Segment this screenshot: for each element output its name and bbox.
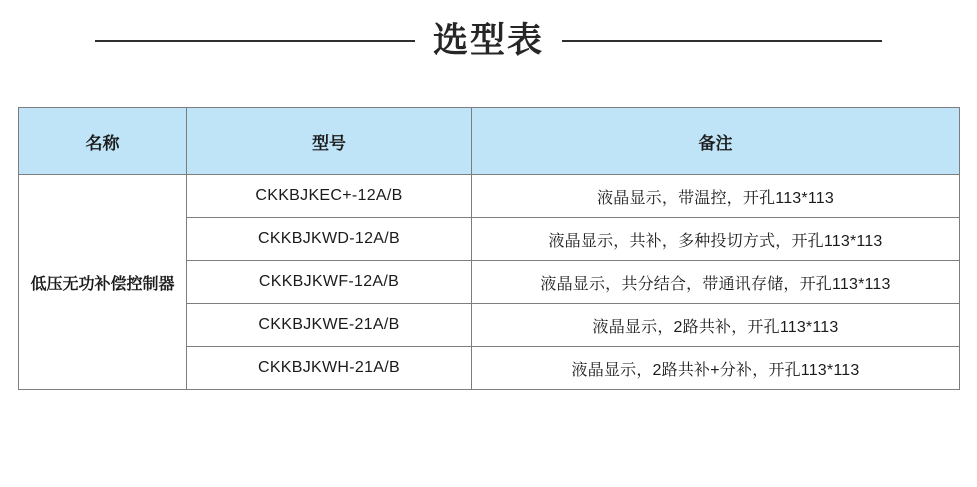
note-cell: 液晶显示，共分结合，带通讯存储，开孔113*113	[472, 261, 960, 304]
column-header-name: 名称	[19, 108, 187, 175]
table-header-row	[19, 108, 960, 175]
page-title: 选型表	[432, 21, 544, 60]
table-row	[19, 175, 960, 218]
table-head	[19, 108, 960, 175]
column-header-note: 备注	[472, 108, 960, 175]
title-rule-left	[95, 40, 415, 42]
spec-table	[18, 107, 960, 390]
model-cell: CKKBJKEC+-12A/B	[187, 175, 472, 218]
note-cell: 液晶显示，共补，多种投切方式，开孔113*113	[472, 218, 960, 261]
product-name-cell: 低压无功补偿控制器	[19, 175, 187, 390]
page-title-block	[0, 0, 977, 61]
table-body	[19, 175, 960, 390]
model-cell: CKKBJKWF-12A/B	[187, 261, 472, 304]
model-cell: CKKBJKWH-21A/B	[187, 347, 472, 390]
model-cell: CKKBJKWD-12A/B	[187, 218, 472, 261]
column-header-model: 型号	[187, 108, 472, 175]
model-cell: CKKBJKWE-21A/B	[187, 304, 472, 347]
note-cell: 液晶显示，2路共补，开孔113*113	[472, 304, 960, 347]
note-cell: 液晶显示，带温控，开孔113*113	[472, 175, 960, 218]
title-rule-right	[562, 40, 882, 42]
spec-table-wrapper	[18, 107, 959, 390]
note-cell: 液晶显示，2路共补+分补，开孔113*113	[472, 347, 960, 390]
